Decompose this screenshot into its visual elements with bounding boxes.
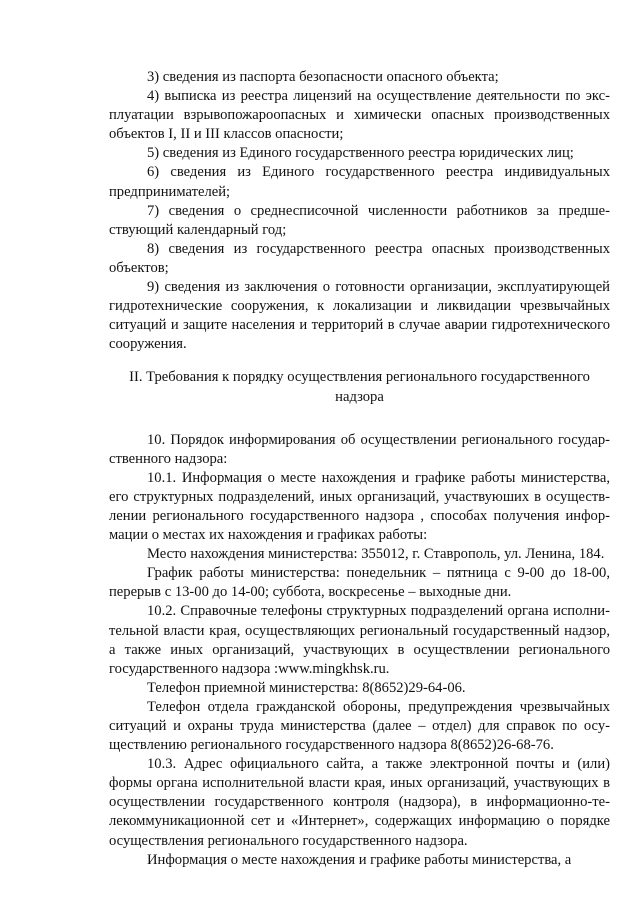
paragraph-item-5: 5) сведения из Единого государственного реестра юридических лиц; [147,145,574,162]
section-heading: II. Требования к порядку осуществления регионального государственного надзора [129,369,590,405]
paragraph-10-2: 10.2. Справочные телефоны структурных подразделений органа исполнительной власти края, осуществляющих региональный государственный надзор, а также иных организаций, участвующих в осуществлении регионального государственного надзора :www.mingkhsk.ru. [109,603,610,677]
paragraph-item-6: 6) сведения из Единого государственного реестра индивидуальных предпринимателей; [109,164,610,200]
paragraph-work-schedule: График работы министерства: понедельник – пятница с 9-00 до 18-00, перерыв с 13-00 до 14-00; суббота, воскресенье – выходные дни. [109,565,610,601]
document-page [109,68,610,870]
paragraph-info-location: Информация о месте нахождения и графике работы министерства, а [147,851,572,868]
paragraph-10: 10. Порядок информирования об осуществлении регионального государственного надзора: [109,431,610,467]
paragraph-reception-phone: Телефон приемной министерства: 8(8652)29-64-06. [147,679,466,696]
paragraph-10-1: 10.1. Информация о месте нахождения и графике работы министерства, его структурных подразделений, иных организаций, участвуюших в осуществлении регионального государственного надзора , способах получения информации о местах их нахождения и графиках работы: [109,469,610,544]
paragraph-item-9: 9) сведения из заключения о готовности организации, эксплуатирующей гидротехнические сооружения, к локализации и ликвидации чрезвычайных ситуаций и защите населения и территорий в случае аварии гидротехнического сооружения. [109,279,610,353]
paragraph-item-3: 3) сведения из паспорта безопасности опасного объекта; [147,69,499,85]
paragraph-item-4: 4) выписка из реестра лицензий на осуществление деятельности по эксплуатации взрывопожароопасных и химически опасных производственных объектов I, II и III классов опасности; [109,88,610,143]
paragraph-item-7: 7) сведения о среднесписочной численности работников за предшествующий календарный год; [109,202,610,238]
paragraph-10-3: 10.3. Адрес официального сайта, а также электронной почты и (или) формы органа исполнительной власти края, иных организаций, участвующих в осуществлении государственного контроля (надзора), в информационно-телекоммуникационной сет и «Интернет», содержащих информацию о порядке осуществления регионального государственного надзора. [109,756,610,849]
paragraph-ministry-location: Место нахождения министерства: 355012, г. Ставрополь, ул. Ленина, 184. [147,546,605,563]
paragraph-department-phone: Телефон отдела гражданской обороны, предупреждения чрезвычайных ситуаций и охраны труда министерства (далее – отдел) для справок по осуществлению регионального государственного надзора 8(8652)26-68-76. [109,698,610,754]
paragraph-item-8: 8) сведения из государственного реестра опасных производственных объектов; [109,240,610,276]
